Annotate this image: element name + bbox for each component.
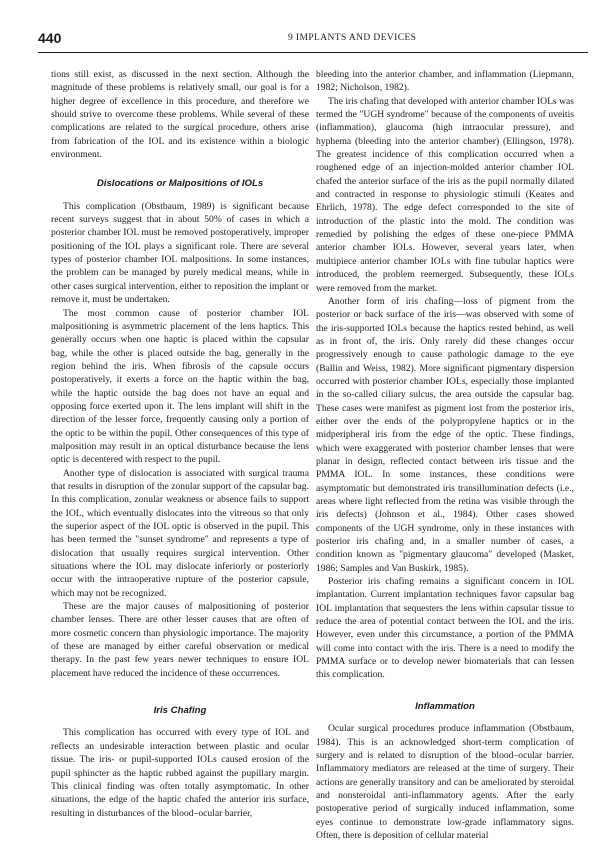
- paragraph-posterior-chafing: Posterior iris chafing remains a significant concern in IOL implantation. Current implantation techniques favor capsular bag IOL implantation that sequesters the lens within capsular tissue to reduce the area of potential contact between the IOL and the iris. However, even under this circumstance, a portion of the PMMA will come into contact with the iris. There is a need to modify the PMMA surface or to develop newer biomaterials that can lessen this complication.: [316, 576, 574, 681]
- section-heading-inflammation: Inflammation: [415, 700, 475, 712]
- section-heading-dislocations: Dislocations or Malpositions of IOLs: [96, 178, 264, 190]
- paragraph-disloc-1: This complication (Obstbaum, 1989) is significant because recent surveys suggest that in about 50% of cases in which a posterior chamber IOL must be removed postoperatively, improper positioning of the IOL plays a significant role. There are several types of posterior chamber IOL malpositions. In some instances, the problem can be managed by purely medical means, while in other cases surgical intervention, either to reposition the implant or remove it, must be undertaken.: [51, 200, 309, 306]
- paragraph-disloc-4: These are the major causes of malpositioning of posterior chamber lenses. There are other lesser causes that are often of more cosmetic concern than physiologic importance. The majority of these are managed by either careful observation or medical therapy. In the past few years newer techniques to ensure IOL placement have reduced the incidence of these occurrences.: [51, 601, 309, 679]
- running-head: 9 IMPLANTS AND DEVICES: [288, 33, 417, 43]
- page-header: [38, 30, 588, 53]
- paragraph-disloc-2: The most common cause of posterior chamber IOL malpositioning is asymmetric placement of the lens haptics. This generally occurs when one haptic is placed within the capsular bag, while the other is placed outside the bag, generally in the region behind the iris. When fibrosis of the capsule occurs postoperatively, it exerts a force on the haptic within the bag, while the haptic outside the bag does not have an equal and opposing force exerted upon it. The lens implant will shift in the direction of the lesser force, frequently causing only a portion of the optic to be within the pupil. Other consequences of this type of malposition may result in an optical disturbance because the lens optic is decentered with respect to the pupil.: [51, 307, 309, 466]
- left-column: [51, 68, 309, 820]
- paragraph-iris-1: This complication has occurred with every type of IOL and reflects an undesirable interaction between plastic and ocular tissue. The iris- or pupil-supported IOLs caused erosion of the pupil sphincter as the haptic rubbed against the pupillary margin. This clinical finding was often totally asymptomatic. In other situations, the edge of the haptic chafed the anterior iris surface, resulting in disturbances of the blood–ocular barrier,: [51, 727, 309, 819]
- paragraph-ugh: The iris chafing that developed with anterior chamber IOLs was termed the "UGH syndrome" because of the components of uveitis (inflammation), glaucoma (high intraocular pressure), and hyphema (bleeding into the anterior chamber) (Ellingson, 1978). The greatest incidence of this complication occurred when a roughened edge of an injection-molded anterior chamber IOL chafed the anterior surface of the iris as the pupil normally dilated and contracted in response to physiologic stimuli (Keates and Ehrlich, 1978). The edge defect corresponded to the site of introduction of the plastic into the mold. The condition was remedied by polishing the edges of these one-piece PMMA anterior chamber IOLs. However, several years later, when multipiece anterior chamber IOLs with fine tubular haptics were introduced, the problem reemerged. Subsequently, these IOLs were removed from the market.: [316, 95, 574, 294]
- paragraph-inflammation-1: Ocular surgical procedures produce inflammation (Obstbaum, 1984). This is an acknowledged short-term complication of surgery and is related to disruption of the blood–ocular barrier. Inflammatory mediators are released at the time of surgery. Their actions are generally transitory and can be ameliorated by steroidal and nonsteroidal anti-inflammatory agents. After the early postoperative period of surgically induced inflammation, some eyes continue to demonstrate low-grade inflammatory signs. Often, there is deposition of cellular material: [316, 723, 574, 841]
- right-column: [316, 68, 574, 842]
- paragraph-disloc-3: Another type of dislocation is associated with surgical trauma that results in disruption of the zonular support of the capsular bag. In this complication, zonular weakness or absence fails to support the IOL, which eventually dislocates into the vitreous so that only the superior aspect of the IOL optic is observed in the pupil. This has been termed the "sunset syndrome" and represents a type of dislocation that usually requires surgical intervention. Other situations where the IOL may dislocate inferiorly or posteriorly occur with the intraoperative rupture of the posterior capsule, which may not be recognized.: [51, 467, 309, 599]
- paragraph-another-form: Another form of iris chafing—loss of pigment from the posterior or back surface of the iris—was observed with some of the iris-supported IOLs because the haptics rested behind, as well as in front of, the iris. Only rarely did these changes occur progressively enough to cause pathologic damage to the eye (Ballin and Weiss, 1982). More significant pigmentary dispersion occurred with posterior chamber IOLs, especially those implanted in the so-called ciliary sulcus, the area outside the capsular bag. These cases were manifest as pigment lost from the posterior iris, either over the ends of the polypropylene haptics or in the midperipheral iris from the edge of the optic. These findings, which were exaggerated with posterior chamber lenses that were planar in design, reflected contact between iris tissue and the PMMA IOL. In some instances, these conditions were asymptomatic but demonstrated iris transillumination defects (i.e., areas where light reflected from the retina was visible through the iris defects) (Johnson et al., 1984). Other cases showed components of the UGH syndrome, only in these instances with posterior iris chafing and, in a smaller number of cases, a condition known as "pigmentary glaucoma" developed (Masket, 1986; Samples and Van Buskirk, 1985).: [316, 295, 574, 574]
- paragraph-continued: bleeding into the anterior chamber, and inflammation (Liepmann, 1982; Nicholson, 1982).: [316, 69, 574, 94]
- page-number: 440: [38, 30, 62, 46]
- paragraph-intro: tions still exist, as discussed in the next section. Although the magnitude of these problems is relatively small, our goal is for a higher degree of excellence in this procedure, and therefore we should strive to overcome these problems. While several of these complications are related to the surgical procedure, others arise from fabrication of the IOL and its existence within a biologic environment.: [51, 69, 309, 161]
- section-heading-iris-chafing: Iris Chafing: [153, 705, 207, 717]
